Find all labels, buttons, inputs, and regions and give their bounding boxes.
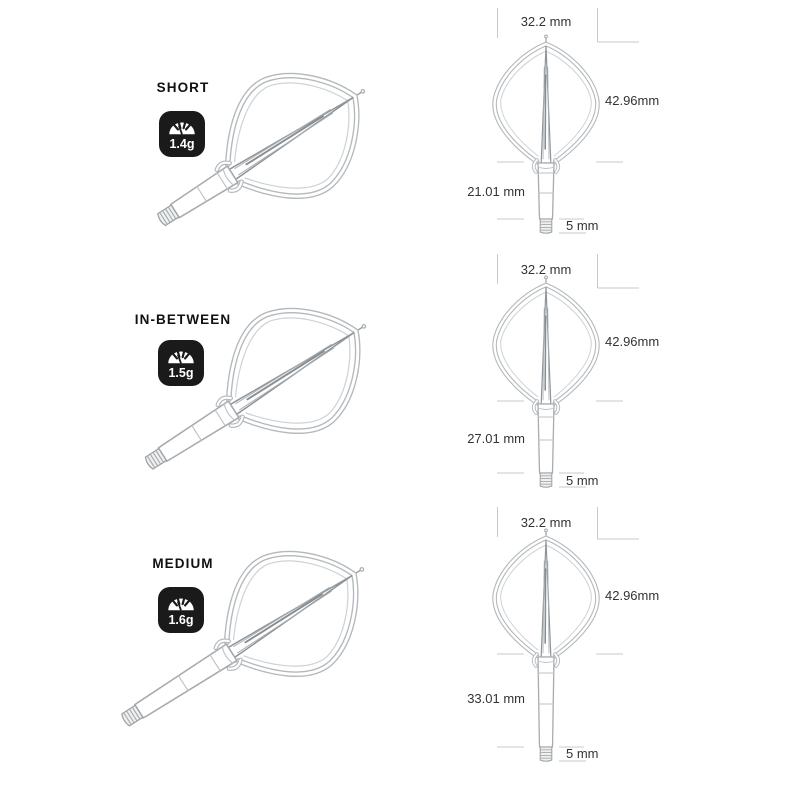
variant-label-short: SHORT [156, 80, 210, 95]
weight-value: 1.5g [168, 366, 194, 380]
flight-width-label: 32.2 mm [520, 14, 572, 29]
thread-length-label: 5 mm [566, 473, 599, 488]
weight-badge-short [159, 111, 205, 157]
dart-dimension-diagram [495, 35, 598, 233]
flight-height-label: 42.96mm [605, 93, 660, 108]
dart-angled-illustration [91, 516, 397, 774]
flight-height-label: 42.96mm [605, 334, 660, 349]
flight-width-label: 32.2 mm [520, 262, 572, 277]
weight-value: 1.6g [168, 613, 194, 627]
flight-height-label: 42.96mm [605, 588, 660, 603]
scale-icon [166, 593, 196, 613]
dart-dimension-diagram [495, 276, 598, 487]
weight-badge-in-between [158, 340, 204, 386]
dimension-lines [497, 8, 639, 233]
variant-label-medium: MEDIUM [152, 556, 214, 571]
scale-icon [167, 117, 197, 137]
weight-value: 1.4g [169, 137, 195, 151]
dart-dimension-diagram [495, 529, 598, 761]
weight-badge-medium [158, 587, 204, 633]
scale-icon [166, 346, 196, 366]
thread-length-label: 5 mm [566, 746, 599, 761]
variant-label-in-between: IN-BETWEEN [134, 312, 232, 327]
shaft-length-label: 27.01 mm [467, 431, 525, 446]
thread-length-label: 5 mm [566, 218, 599, 233]
dimension-lines [497, 254, 639, 487]
shaft-length-label: 33.01 mm [467, 691, 525, 706]
dimension-lines [497, 507, 639, 761]
shaft-length-label: 21.01 mm [467, 184, 525, 199]
dart-angled-illustration [114, 273, 399, 517]
flight-width-label: 32.2 mm [520, 515, 572, 530]
